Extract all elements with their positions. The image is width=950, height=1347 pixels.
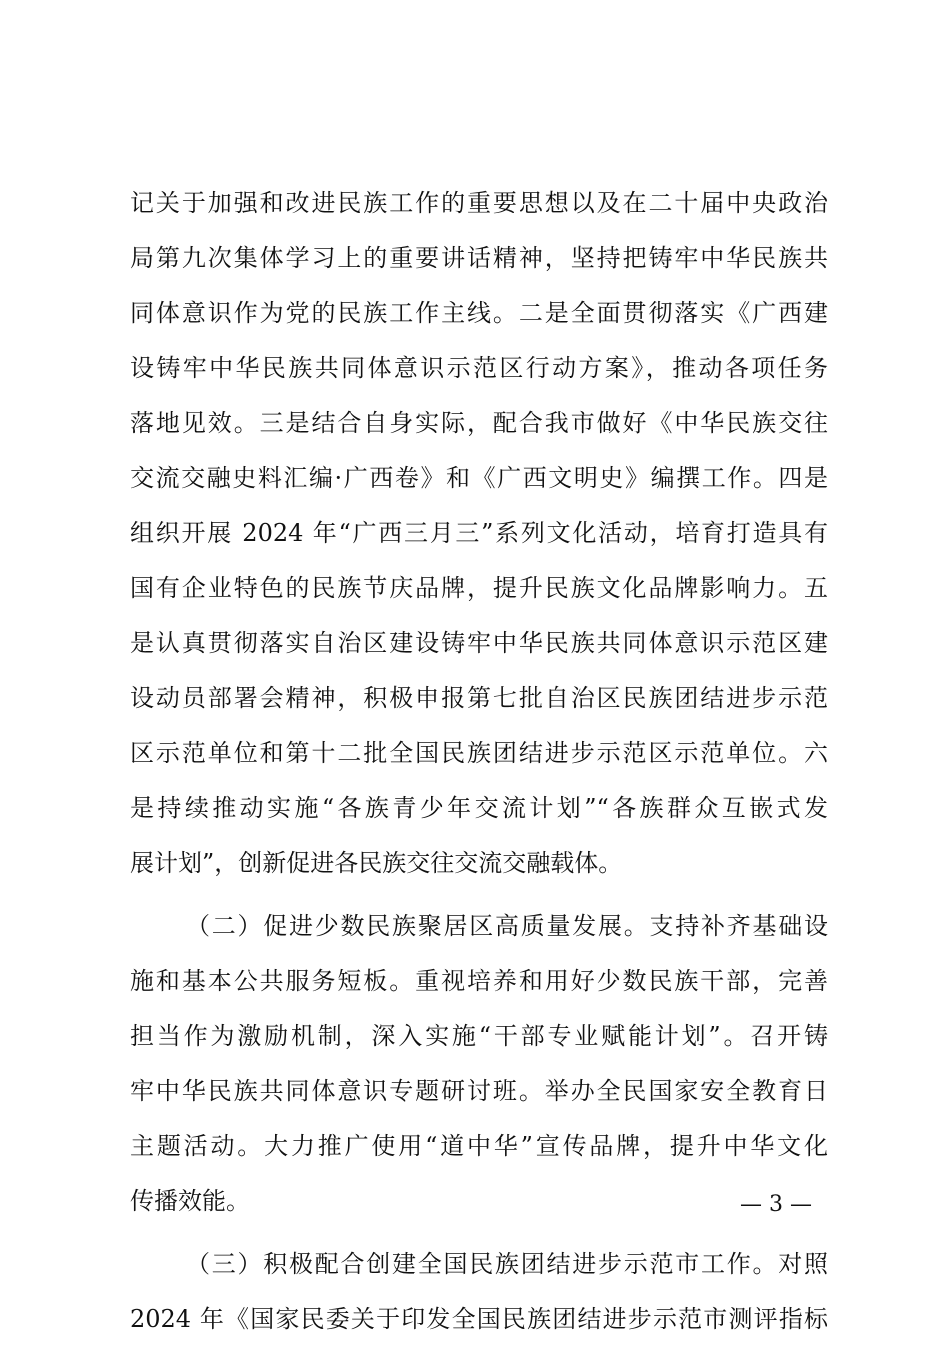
text-line: 落地见效。三是结合自身实际，配合我市做好《中华民族交往 <box>130 409 828 437</box>
page-number: — 3 — <box>740 1192 812 1217</box>
text-line: 牢中华民族共同体意识专题研讨班。举办全民国家安全教育日 <box>130 1077 828 1105</box>
text-line: 2024 年《国家民委关于印发全国民族团结进步示范市测评指标 <box>130 1305 828 1333</box>
paragraph-gap <box>130 1229 828 1237</box>
text-line: 同体意识作为党的民族工作主线。二是全面贯彻落实《广西建 <box>130 299 828 327</box>
text-line: 国有企业特色的民族节庆品牌，提升民族文化品牌影响力。五 <box>130 574 828 602</box>
text-line: 主题活动。大力推广使用“道中华”宣传品牌，提升中华文化 <box>130 1132 828 1160</box>
text-line: 交流交融史料汇编·广西卷》和《广西文明史》编撰工作。四是 <box>130 464 828 492</box>
paragraph-gap <box>130 891 828 899</box>
text-line: 是认真贯彻落实自治区建设铸牢中华民族共同体意识示范区建 <box>130 629 828 657</box>
text-line: 是持续推动实施“各族青少年交流计划”“各族群众互嵌式发 <box>130 794 828 822</box>
text-line: 记关于加强和改进民族工作的重要思想以及在二十届中央政治 <box>130 189 828 217</box>
text-line: 传播效能。 <box>130 1187 250 1215</box>
paragraph-3 <box>130 1237 828 1347</box>
text-line: 设铸牢中华民族共同体意识示范区行动方案》，推动各项任务 <box>130 354 828 382</box>
body-text <box>130 176 828 1347</box>
text-line: （三）积极配合创建全国民族团结进步示范市工作。对照 <box>186 1250 828 1278</box>
text-line: 组织开展 2024 年“广西三月三”系列文化活动，培育打造具有 <box>130 519 828 547</box>
text-line: 设动员部署会精神，积极申报第七批自治区民族团结进步示范 <box>130 684 828 712</box>
text-line: 施和基本公共服务短板。重视培养和用好少数民族干部，完善 <box>130 967 828 995</box>
text-line: 局第九次集体学习上的重要讲话精神，坚持把铸牢中华民族共 <box>130 244 828 272</box>
text-line: （二）促进少数民族聚居区高质量发展。支持补齐基础设 <box>186 912 828 940</box>
paragraph-2 <box>130 899 828 1229</box>
text-line: 展计划”，创新促进各民族交往交流交融载体。 <box>130 849 623 877</box>
text-line: 区示范单位和第十二批全国民族团结进步示范区示范单位。六 <box>130 739 828 767</box>
paragraph-1 <box>130 176 828 891</box>
text-line: 担当作为激励机制，深入实施“干部专业赋能计划”。召开铸 <box>130 1022 828 1050</box>
